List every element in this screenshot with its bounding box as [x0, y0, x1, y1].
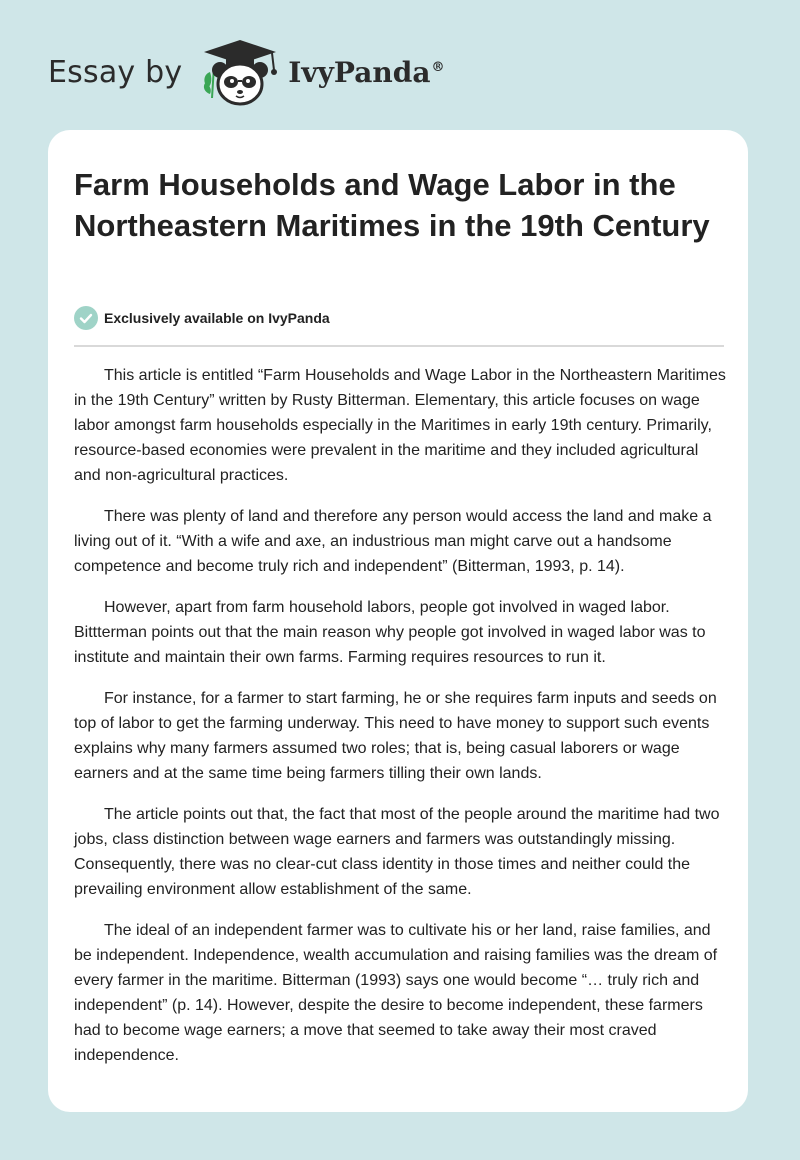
paragraph: The ideal of an independent farmer was to cultivate his or her land, raise families, and be independent. Independence, wealth accumulation and raising families was the dream of every farmer in the maritime. Bitterman (1993) says one would become “… truly rich and independent” (p. 14). However, despite the desire to become independent, these farmers had to become wage earners; a move that seemed to take away their most craved independence. [74, 922, 718, 1064]
essay-card [48, 130, 748, 1112]
registered-mark: ® [431, 60, 445, 76]
paragraph: There was plenty of land and therefore any person would access the land and make a living out of it. “With a wife and axe, an industrious man might carve out a handsome competence and become truly rich and independent” (Bitterman, 1993, p. 14). [74, 508, 712, 575]
paragraph: The article points out that, the fact that most of the people around the maritime had two jobs, class distinction between wage earners and farmers was outstandingly missing. Consequently, there was no clear-cut class identity in those times and neither could the prevailing environment allow establishment of the same. [74, 806, 720, 898]
check-circle-icon [74, 306, 98, 330]
paragraph: For instance, for a farmer to start farming, he or she requires farm inputs and seeds on top of labor to get the farming underway. This need to have money to support such events explains why many farmers assumed two roles; that is, being casual laborers or wage earners and at the same time being farmers tilling their own lands. [74, 690, 717, 782]
paragraph: However, apart from farm household labors, people got involved in waged labor. Bittterman points out that the main reason why people got involved in waged labor was to institute and maintain their own farms. Farming requires resources to run it. [74, 599, 706, 666]
exclusive-badge [74, 306, 330, 330]
panda-graduation-cap-icon [196, 36, 284, 108]
site-brand[interactable] [48, 36, 444, 108]
exclusive-badge-label: Exclusively available on IvyPanda [104, 310, 330, 326]
brand-prefix: Essay by [48, 54, 183, 90]
essay-body [74, 363, 726, 1084]
title-divider [74, 345, 724, 347]
essay-title: Farm Households and Wage Labor in the Northeastern Maritimes in the 19th Century [74, 167, 710, 243]
brand-name: IvyPanda® [288, 55, 445, 89]
paragraph: This article is entitled “Farm Households and Wage Labor in the Northeastern Maritimes in the 19th Century” written by Rusty Bitterman. Elementary, this article focuses on wage labor amongst farm households especially in the Maritimes in early 19th century. Primarily, resource-based economies were prevalent in the maritime and they included agricultural and non-agricultural practices. [74, 367, 726, 484]
